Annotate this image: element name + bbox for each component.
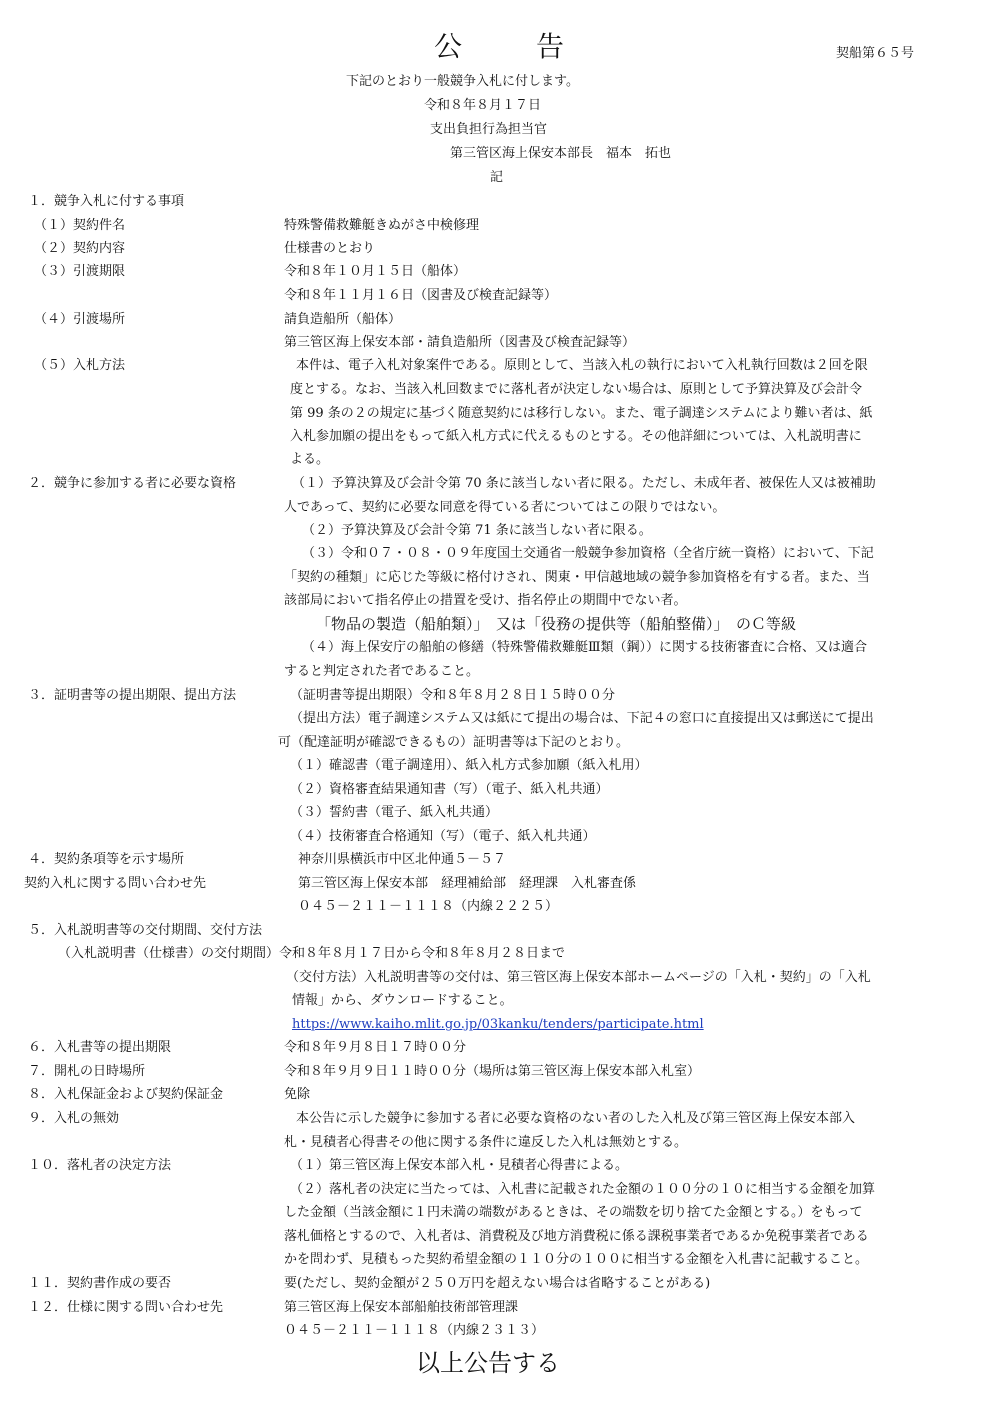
qualification-line: （１）予算決算及び会計令第 70 条に該当しない者に限る。ただし、未成年者、被保佐人又は被補助 (292, 476, 876, 491)
closing-statement: 以上公告する (416, 1349, 560, 1377)
bid-method-label: （５）入札方法 (34, 358, 126, 373)
section-4-heading: ４．契約条項等を示す場所 (28, 852, 185, 867)
intro-text: 下記のとおり一般競争入札に付します。 (346, 74, 579, 89)
section-10-label: １０．落札者の決定方法 (28, 1158, 172, 1173)
section-9-label: ９．入札の無効 (28, 1111, 120, 1126)
distribution-period: （入札説明書（仕様書）の交付期間）令和８年８月１７日から令和８年８月２８日まで (58, 946, 566, 961)
section-8-label: ８．入札保証金および契約保証金 (28, 1087, 224, 1102)
bid-method-line: よる。 (290, 452, 330, 467)
inquiry-phone: ０４５－２１１－１１１８（内線２２２５） (298, 899, 559, 914)
section-3-heading: ３．証明書等の提出期限、提出方法 (28, 688, 237, 703)
official-title: 支出負担行為担当官 (430, 122, 548, 137)
section-2-heading: ２．競争に参加する者に必要な資格 (28, 476, 237, 491)
contract-content-value: 仕様書のとおり (284, 241, 376, 256)
contract-place-value: 神奈川県横浜市中区北仲通５－５７ (298, 852, 507, 867)
submission-method-line: （提出方法）電子調達システム又は紙にて提出の場合は、下記４の窓口に直接提出又は郵送にて提出 (290, 711, 874, 726)
distribution-method-line: （交付方法）入札説明書等の交付は、第三管区海上保安本部ホームページの「入札・契約」の「入札 (286, 970, 871, 985)
contract-name-label: （１）契約件名 (34, 218, 126, 233)
required-document: （３）誓約書（電子、紙入札共通） (290, 805, 499, 820)
qualification-line: （２）予算決算及び会計令第 71 条に該当しない者に限る。 (302, 523, 652, 538)
section-6-value: 令和８年９月８日１７時００分 (284, 1040, 467, 1055)
qualification-line: （３）令和０７・０８・０９年度国土交通省一般競争参加資格（全省庁統一資格）において、下記 (302, 546, 874, 561)
ki-mark: 記 (490, 170, 504, 185)
section-7-label: ７．開札の日時場所 (28, 1064, 146, 1079)
official-name: 第三管区海上保安本部長 福本 拓也 (450, 146, 672, 161)
award-method-line: した金額（当該金額に１円未満の端数があるときは、その端数を切り捨てた金額とする。）をもって (284, 1205, 863, 1220)
section-5-heading: ５．入札説明書等の交付期間、交付方法 (28, 923, 263, 938)
qualification-line: すると判定された者であること。 (284, 664, 480, 679)
section-12-value: 第三管区海上保安本部船舶技術部管理課 (284, 1300, 519, 1315)
contract-grade-line: 「物品の製造（船舶類）」 又は「役務の提供等（船舶整備）」 のＣ等級 (316, 615, 797, 633)
section-1-heading: １．競争入札に付する事項 (28, 194, 185, 209)
invalid-bid-line: 本公告に示した競争に参加する者に必要な資格のない者のした入札及び第三管区海上保安本部入 (296, 1111, 856, 1126)
qualification-line: （４）海上保安庁の船舶の修繕（特殊警備救難艇Ⅲ類（鋼））に関する技術審査に合格、又は適合 (302, 640, 868, 655)
delivery-place-label: （４）引渡場所 (34, 312, 126, 327)
section-11-value: 要(ただし、契約金額が２５０万円を超えない場合は省略することがある) (284, 1276, 711, 1291)
qualification-line: 「契約の種類」に応じた等級に格付けされ、関東・甲信越地域の競争参加資格を有する者。また、当 (284, 570, 870, 585)
bid-method-line: 入札参加願の提出をもって紙入札方式に代えるものとする。その他詳細については、入札説明書に (290, 429, 862, 444)
tender-info-link[interactable]: https://www.kaiho.mlit.go.jp/03kanku/tenders/participate.html (292, 1017, 704, 1032)
notice-date: 令和８年８月１７日 (424, 98, 542, 113)
delivery-deadline-2: 令和８年１１月１６日（図書及び検査記録等） (284, 288, 558, 303)
qualification-line: 該部局において指名停止の措置を受け、指名停止の期間中でない者。 (284, 593, 687, 608)
title-char-2: 告 (536, 30, 565, 63)
notice-number: 契船第６５号 (836, 46, 915, 61)
award-method-line: 落札価格とするので、入札者は、消費税及び地方消費税に係る課税事業者であるか免税事業者である (284, 1229, 869, 1244)
required-document: （２）資格審査結果通知書（写）（電子、紙入札共通） (290, 782, 609, 797)
required-document: （４）技術審査合格通知（写）（電子、紙入札共通） (290, 829, 596, 844)
section-7-value: 令和８年９月９日１１時００分（場所は第三管区海上保安本部入札室） (284, 1064, 701, 1079)
title-char-1: 公 (434, 30, 463, 63)
invalid-bid-line: 札・見積者心得書その他に関する条件に違反した入札は無効とする。 (284, 1135, 688, 1150)
award-method-line: （１）第三管区海上保安本部入札・見積者心得書による。 (290, 1158, 629, 1173)
award-method-line: かを問わず、見積もった契約希望金額の１１０分の１００に相当する金額を入札書に記載すること。 (284, 1252, 868, 1267)
section-12-phone: ０４５－２１１－１１１８（内線２３１３） (284, 1323, 545, 1338)
section-11-label: １１．契約書作成の要否 (28, 1276, 172, 1291)
inquiry-label: 契約入札に関する問い合わせ先 (24, 876, 207, 891)
qualification-line: 人であって、契約に必要な同意を得ている者についてはこの限りではない。 (284, 500, 726, 515)
delivery-place-1: 請負造船所（船体） (284, 312, 402, 327)
delivery-deadline-label: （３）引渡期限 (34, 264, 126, 279)
delivery-deadline-1: 令和８年１０月１５日（船体） (284, 264, 467, 279)
bid-method-line: 度とする。なお、当該入札回数までに落札者が決定しない場合は、原則として予算決算及び会計令 (290, 382, 863, 397)
section-8-value: 免除 (284, 1087, 311, 1102)
delivery-place-2: 第三管区海上保安本部・請負造船所（図書及び検査記録等） (284, 335, 636, 350)
bid-method-line: 第 99 条の２の規定に基づく随意契約には移行しない。また、電子調達システムにより難い者は、紙 (290, 406, 873, 421)
contract-content-label: （２）契約内容 (34, 241, 126, 256)
bid-method-line: 本件は、電子入札対象案件である。原則として、当該入札の執行において入札執行回数は２回を限 (296, 358, 868, 373)
required-document: （１）確認書（電子調達用）、紙入札方式参加願（紙入札用） (290, 758, 648, 773)
contract-name-value: 特殊警備救難艇きぬがさ中検修理 (284, 218, 480, 233)
award-method-line: （２）落札者の決定に当たっては、入札書に記載された金額の１００分の１０に相当する金額を加算 (290, 1182, 876, 1197)
submission-method-line: 可（配達証明が確認できるもの）証明書等は下記のとおり。 (278, 735, 630, 750)
certificate-deadline: （証明書等提出期限）令和８年８月２８日１５時００分 (290, 688, 616, 703)
section-12-label: １２．仕様に関する問い合わせ先 (28, 1300, 224, 1315)
section-6-label: ６．入札書等の提出期限 (28, 1040, 172, 1055)
inquiry-value: 第三管区海上保安本部 経理補給部 経理課 入札審査係 (298, 876, 637, 891)
distribution-method-line: 情報」から、ダウンロードすること。 (292, 993, 513, 1008)
